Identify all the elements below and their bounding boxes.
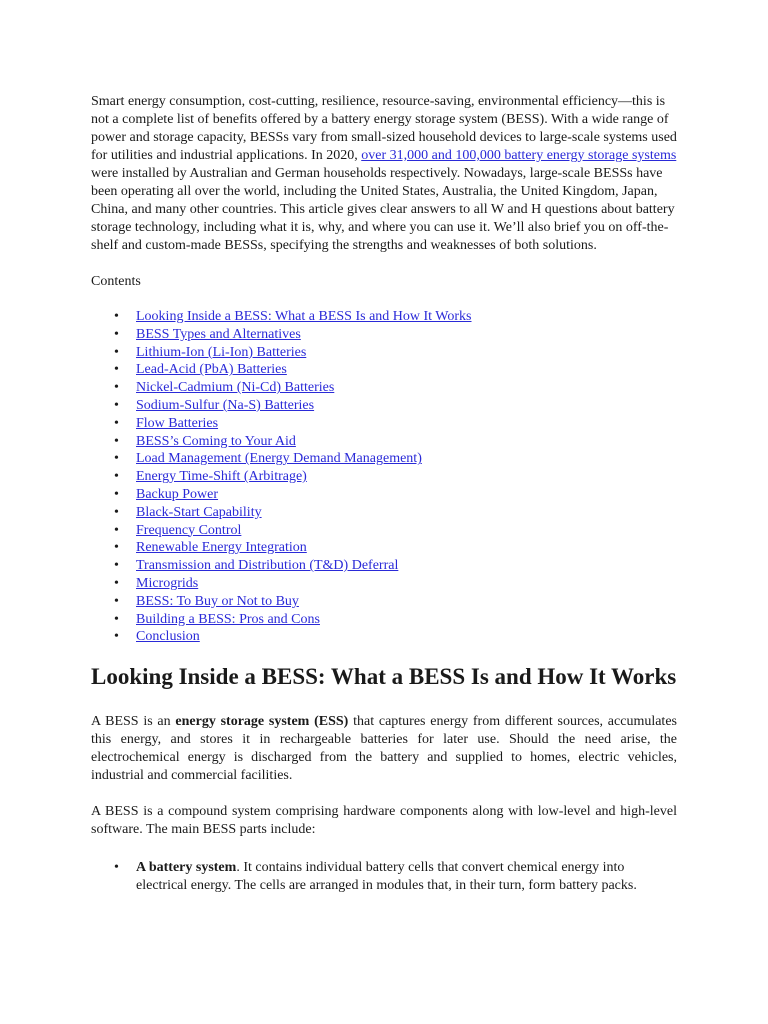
toc-link-looking-inside[interactable]: Looking Inside a BESS: What a BESS Is and How It Works	[136, 309, 472, 324]
paragraph-text: that captures energy from different sources, accumulates this energy, and stores it in rechargeable batteries for later use. Should the need arise, the electrochemical energy is discharged from the battery and supplied to homes, electric vehicles, industrial and commercial facilities.	[91, 714, 677, 784]
toc-item	[136, 415, 677, 433]
toc-item	[136, 468, 677, 486]
section-paragraph-2: A BESS is a compound system comprising hardware components along with low-level and high-level software. The main BESS parts include:	[91, 804, 677, 838]
toc-item	[136, 522, 677, 540]
toc-item	[136, 575, 677, 593]
table-of-contents	[91, 308, 677, 646]
toc-item	[136, 486, 677, 504]
toc-link-lithium-ion[interactable]: Lithium-Ion (Li-Ion) Batteries	[136, 344, 307, 360]
bess-parts-list	[91, 859, 677, 895]
intro-paragraph	[91, 93, 677, 255]
toc-item	[136, 433, 677, 451]
toc-link-buy-or-not[interactable]: BESS: To Buy or Not to Buy	[136, 593, 299, 609]
battery-installations-link[interactable]: over 31,000 and 100,000 battery energy storage systems	[361, 148, 677, 163]
toc-link-nickel-cadmium[interactable]: Nickel-Cadmium (Ni-Cd) Batteries	[136, 380, 335, 396]
toc-item	[136, 450, 677, 468]
toc-link-time-shift[interactable]: Energy Time-Shift (Arbitrage)	[136, 469, 307, 485]
ess-term: energy storage system (ESS)	[175, 714, 349, 730]
part-name: A battery system	[136, 860, 237, 876]
toc-link-frequency-control[interactable]: Frequency Control	[136, 522, 242, 538]
toc-link-td-deferral[interactable]: Transmission and Distribution (T&D) Deferral	[136, 558, 399, 574]
toc-item	[136, 557, 677, 575]
intro-text-start: Smart energy consumption, cost-cutting, resilience, resource-saving, environmental efficiency—this is not a complete list of benefits offered by a battery energy storage system (BESS). With a wide range of power and storage capacity, BESSs vary from small-sized household devices to large-scale systems used for utilities and industrial applications. In 2020,	[91, 94, 677, 163]
toc-item	[136, 326, 677, 344]
toc-link-backup-power[interactable]: Backup Power	[136, 486, 219, 502]
toc-link-renewable-integration[interactable]: Renewable Energy Integration	[136, 540, 307, 556]
toc-item	[136, 628, 677, 646]
toc-item	[136, 397, 677, 415]
toc-item	[136, 361, 677, 379]
toc-item	[136, 344, 677, 362]
toc-item	[136, 308, 677, 326]
toc-link-coming-to-aid[interactable]: BESS’s Coming to Your Aid	[136, 433, 296, 449]
section-paragraph-1	[91, 713, 677, 785]
toc-link-lead-acid[interactable]: Lead-Acid (PbA) Batteries	[136, 362, 287, 378]
toc-item	[136, 539, 677, 557]
toc-item	[136, 504, 677, 522]
toc-item	[136, 379, 677, 397]
toc-link-microgrids[interactable]: Microgrids	[136, 575, 199, 591]
toc-link-conclusion[interactable]: Conclusion	[136, 629, 200, 645]
toc-link-pros-cons[interactable]: Building a BESS: Pros and Cons	[136, 611, 320, 627]
toc-link-bess-types[interactable]: BESS Types and Alternatives	[136, 326, 301, 342]
toc-link-black-start[interactable]: Black-Start Capability	[136, 504, 262, 520]
article	[91, 93, 677, 895]
toc-item	[136, 611, 677, 629]
intro-text-end: were installed by Australian and German households respectively. Nowadays, large-scale BESSs have been operating all over the world, including the United States, Australia, the United Kingdom, Japan, China, and many other countries. This article gives clear answers to all W and H questions about battery storage technology, including what it is, why, and where you can use it. We’ll also brief you on off-the-shelf and custom-made BESSs, specifying the strengths and weaknesses of both solutions.	[91, 166, 675, 253]
toc-link-flow-batteries[interactable]: Flow Batteries	[136, 415, 219, 431]
list-item	[136, 859, 677, 895]
contents-label: Contents	[91, 274, 141, 289]
paragraph-text: A BESS is an	[91, 714, 176, 730]
toc-link-load-management[interactable]: Load Management (Energy Demand Management)	[136, 451, 422, 467]
section-heading: Looking Inside a BESS: What a BESS Is and How It Works	[91, 664, 677, 690]
part-description: . It contains individual battery cells that convert chemical energy into electrical energy. The cells are arranged in modules that, in their turn, form battery packs.	[136, 860, 637, 894]
toc-item	[136, 593, 677, 611]
toc-link-sodium-sulfur[interactable]: Sodium-Sulfur (Na-S) Batteries	[136, 397, 315, 413]
